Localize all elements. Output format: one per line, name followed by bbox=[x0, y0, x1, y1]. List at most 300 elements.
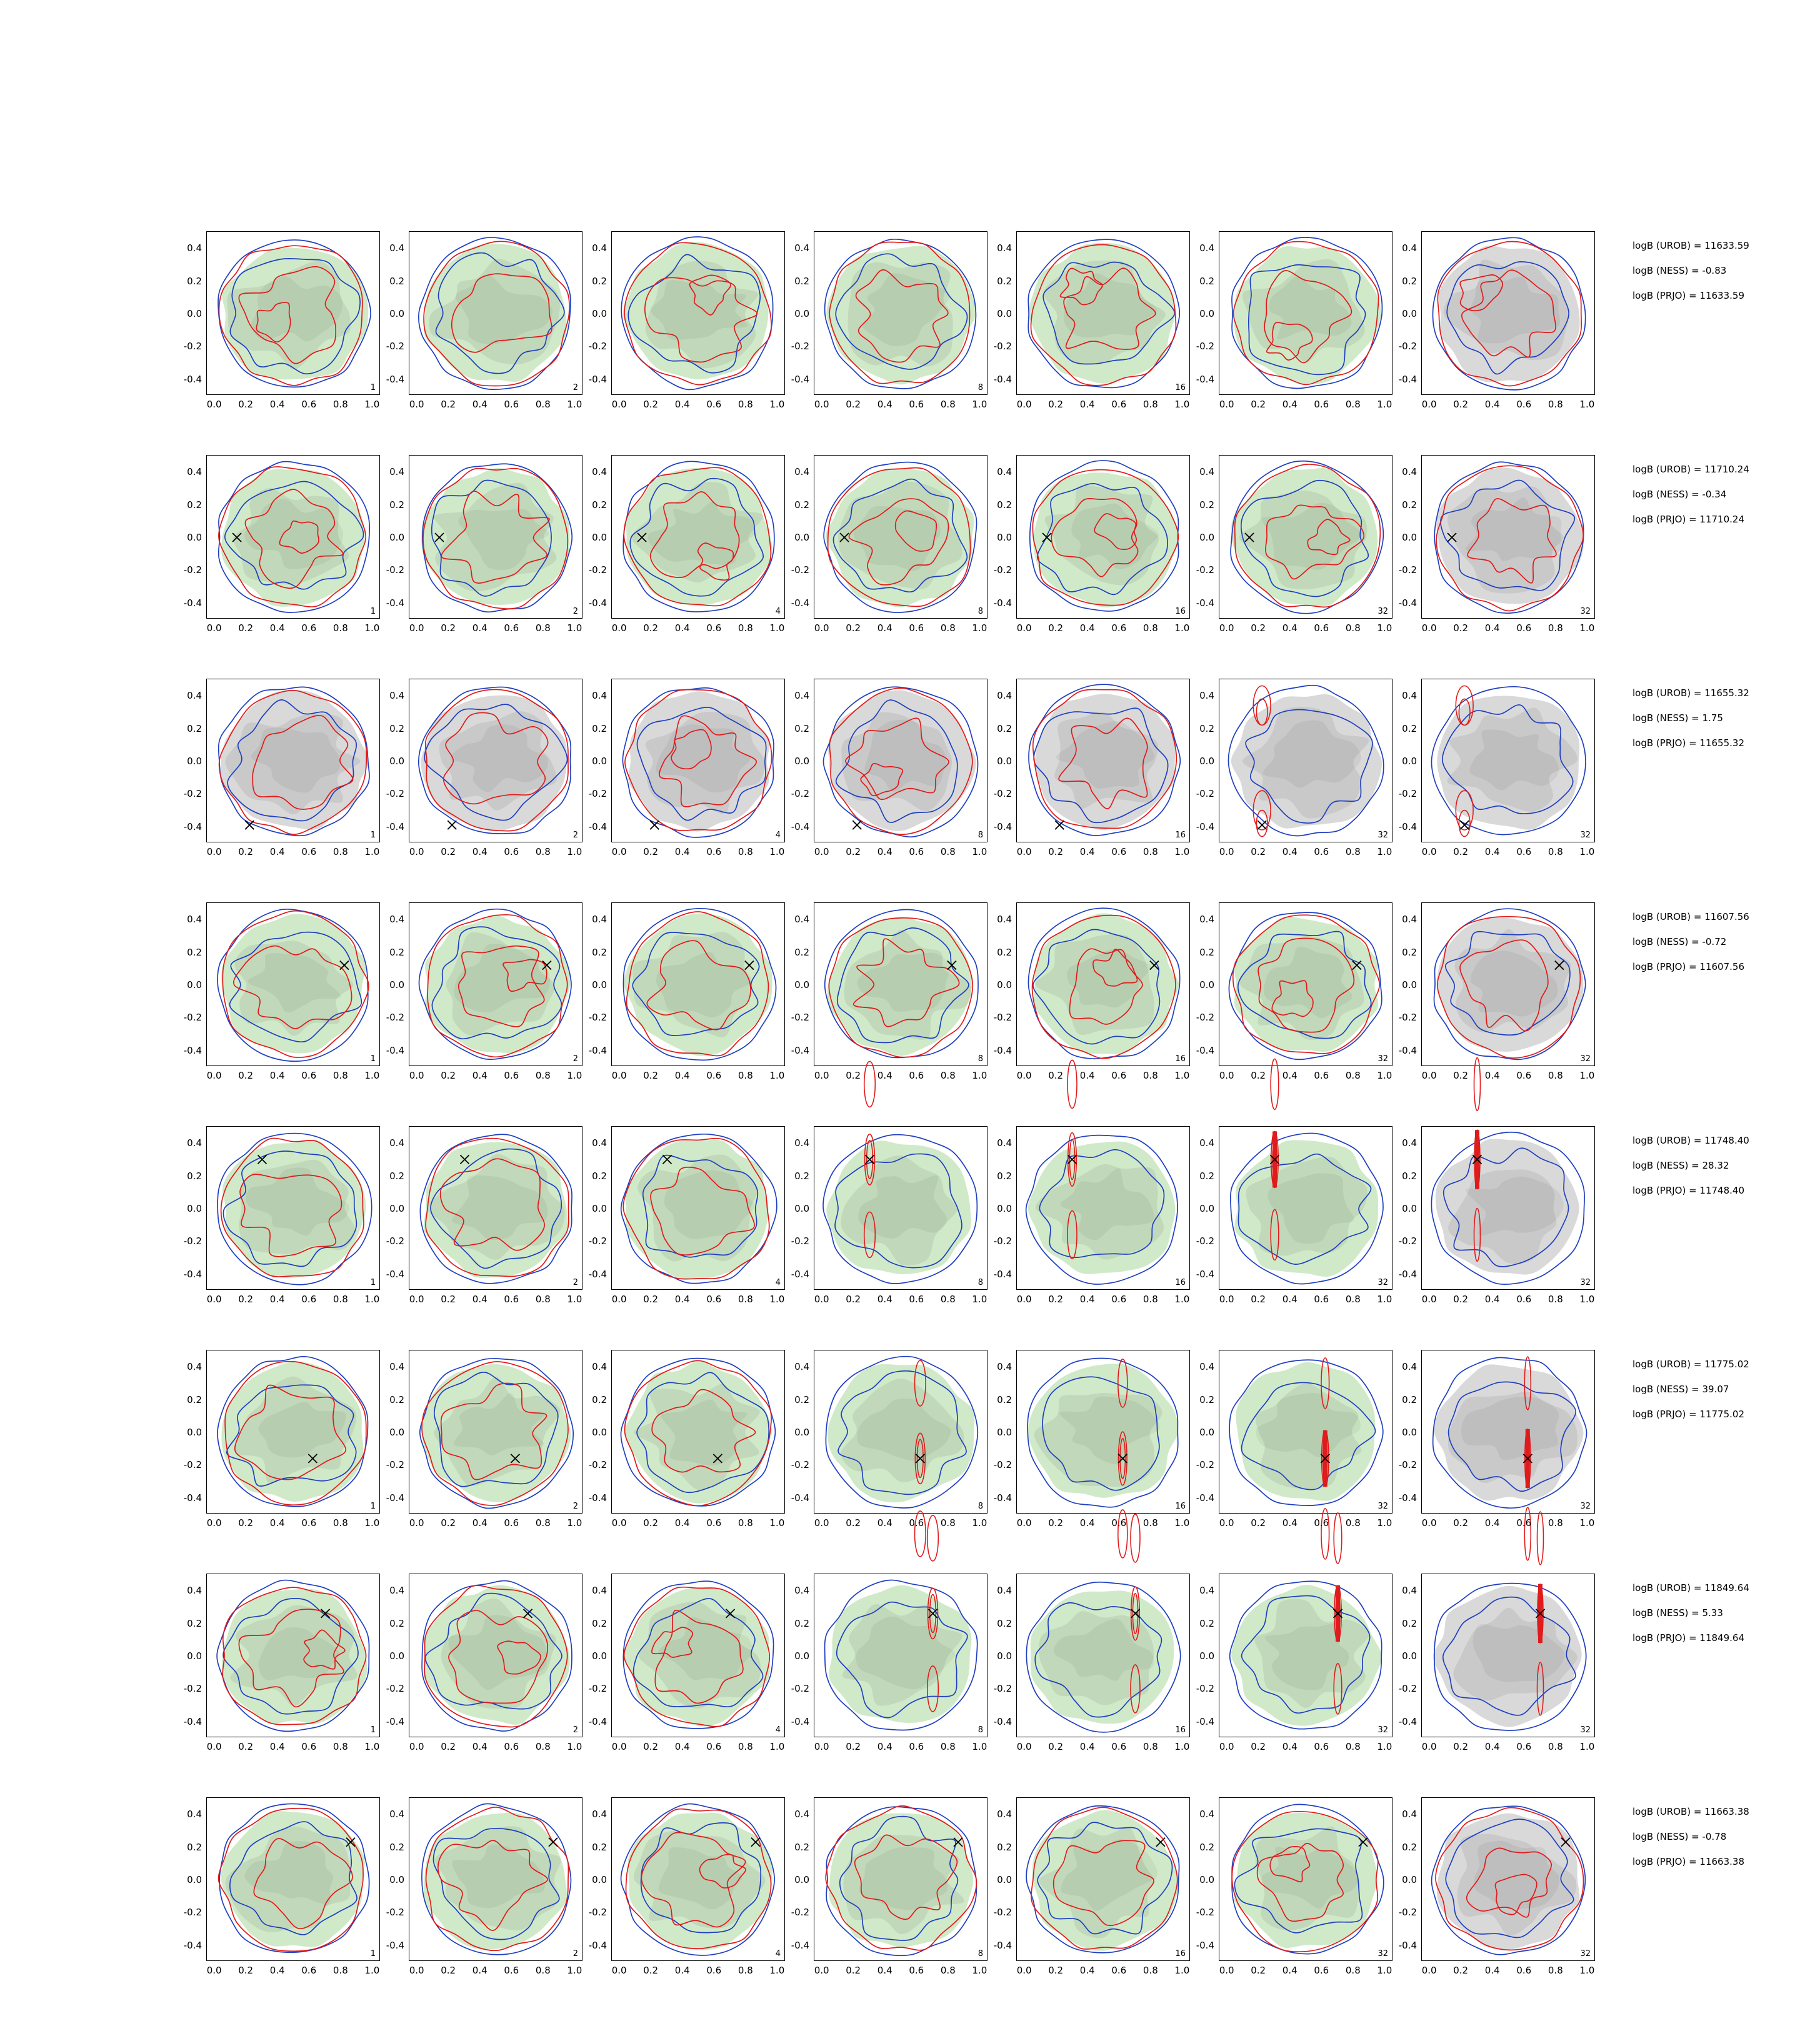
y-tick-label: 0.0 bbox=[1402, 756, 1417, 767]
contour-panel[interactable] bbox=[791, 1574, 988, 1737]
y-axis-ticks bbox=[978, 1574, 1014, 1737]
x-tick-label: 0.6 bbox=[706, 1741, 722, 1752]
y-tick-label: -0.2 bbox=[1196, 1907, 1214, 1919]
x-tick-label: 0.4 bbox=[1079, 846, 1095, 857]
contour-panel[interactable] bbox=[993, 231, 1190, 395]
x-tick-label: 0.0 bbox=[814, 399, 829, 410]
x-tick-label: 0.8 bbox=[940, 1965, 956, 1976]
x-tick-label: 0.8 bbox=[1345, 399, 1361, 410]
x-tick-label: 1.0 bbox=[1377, 399, 1392, 410]
y-tick-label: -0.2 bbox=[993, 1012, 1012, 1024]
y-axis-ticks bbox=[371, 1350, 407, 1513]
y-axis-ticks bbox=[168, 232, 204, 394]
y-tick-label: 0.4 bbox=[1199, 1585, 1214, 1597]
contour-panel[interactable] bbox=[588, 455, 785, 619]
y-tick-label: 0.2 bbox=[389, 499, 404, 511]
y-tick-label: 0.4 bbox=[1402, 466, 1417, 478]
x-tick-label: 0.8 bbox=[332, 1070, 348, 1081]
y-tick-label: 0.0 bbox=[1199, 756, 1214, 767]
y-tick-label: 0.2 bbox=[1199, 1841, 1214, 1853]
y-tick-label: 0.0 bbox=[997, 1203, 1012, 1214]
y-tick-label: -0.4 bbox=[588, 1044, 607, 1056]
metric-annotation: logB (UROB) = 11849.64 bbox=[1632, 1582, 1749, 1594]
contour-panel[interactable] bbox=[386, 1350, 582, 1514]
contour-panel[interactable] bbox=[183, 231, 380, 395]
contour-panel[interactable] bbox=[791, 902, 988, 1066]
x-axis-ticks bbox=[1016, 846, 1219, 862]
y-tick-label: 0.4 bbox=[592, 914, 607, 926]
x-tick-label: 0.4 bbox=[674, 1741, 690, 1752]
x-tick-label: 0.4 bbox=[1282, 1517, 1298, 1529]
x-tick-label: 0.4 bbox=[269, 1070, 285, 1081]
x-tick-label: 0.4 bbox=[269, 1294, 285, 1305]
contour-panel[interactable] bbox=[993, 1126, 1190, 1290]
y-tick-label: -0.2 bbox=[588, 1907, 607, 1919]
x-tick-label: 0.8 bbox=[738, 1741, 753, 1752]
contour-panel[interactable] bbox=[993, 1574, 1190, 1737]
contour-panel[interactable] bbox=[588, 1126, 785, 1290]
y-tick-label: 0.4 bbox=[187, 914, 202, 926]
x-tick-label: 0.4 bbox=[674, 1070, 690, 1081]
y-axis-ticks bbox=[776, 232, 812, 394]
panel-iteration-label: 32 bbox=[1378, 1278, 1388, 1287]
x-tick-label: 0.4 bbox=[1484, 622, 1500, 634]
y-tick-label: -0.2 bbox=[1196, 341, 1214, 352]
contour-cell bbox=[1398, 455, 1624, 640]
y-axis-ticks bbox=[573, 456, 609, 618]
x-tick-label: 0.4 bbox=[472, 399, 488, 410]
y-tick-label: -0.2 bbox=[1398, 564, 1417, 576]
contour-panel[interactable] bbox=[183, 1126, 380, 1290]
y-tick-label: 0.2 bbox=[794, 275, 809, 287]
y-tick-label: -0.4 bbox=[791, 597, 809, 609]
x-tick-label: 0.4 bbox=[674, 846, 690, 857]
contour-panel[interactable] bbox=[1196, 902, 1392, 1066]
contour-panel[interactable] bbox=[1398, 679, 1595, 842]
y-axis-ticks bbox=[1383, 1350, 1419, 1513]
contour-panel[interactable] bbox=[1398, 1350, 1595, 1514]
y-tick-label: 0.0 bbox=[997, 1874, 1012, 1885]
x-tick-label: 0.6 bbox=[909, 1517, 924, 1529]
x-tick-label: 0.6 bbox=[1111, 399, 1127, 410]
x-tick-label: 0.6 bbox=[706, 1517, 722, 1529]
x-tick-label: 0.0 bbox=[1421, 1294, 1437, 1305]
y-tick-label: 0.2 bbox=[187, 946, 202, 958]
x-tick-label: 1.0 bbox=[972, 1517, 988, 1529]
x-tick-label: 1.0 bbox=[769, 1965, 785, 1976]
x-tick-label: 0.2 bbox=[1251, 1294, 1266, 1305]
panel-iteration-label: 32 bbox=[1378, 831, 1388, 840]
contour-panel[interactable] bbox=[386, 1126, 582, 1290]
x-tick-label: 0.4 bbox=[1079, 1517, 1095, 1529]
x-tick-label: 1.0 bbox=[1579, 1741, 1595, 1752]
y-tick-label: -0.2 bbox=[1196, 564, 1214, 576]
x-tick-label: 1.0 bbox=[769, 622, 785, 634]
y-tick-label: 0.0 bbox=[389, 756, 404, 767]
y-tick-label: 0.4 bbox=[187, 466, 202, 478]
x-tick-label: 0.4 bbox=[877, 622, 892, 634]
y-tick-label: 0.0 bbox=[794, 1203, 809, 1214]
contour-panel[interactable] bbox=[993, 1797, 1190, 1961]
y-tick-label: 0.2 bbox=[187, 275, 202, 287]
panel-iteration-label: 2 bbox=[572, 1949, 578, 1959]
contour-panel[interactable] bbox=[791, 455, 988, 619]
x-tick-label: 0.6 bbox=[1516, 399, 1532, 410]
y-tick-label: 0.2 bbox=[187, 1170, 202, 1182]
y-tick-label: 0.4 bbox=[592, 1137, 607, 1149]
panel-iteration-label: 1 bbox=[370, 1054, 376, 1064]
x-tick-label: 0.0 bbox=[1016, 1965, 1032, 1976]
y-tick-label: -0.4 bbox=[1398, 1492, 1417, 1504]
contour-panel[interactable] bbox=[993, 902, 1190, 1066]
y-tick-label: 0.2 bbox=[1402, 499, 1417, 511]
x-tick-label: 0.2 bbox=[1048, 846, 1064, 857]
y-tick-label: -0.4 bbox=[1398, 1715, 1417, 1727]
x-tick-label: 0.2 bbox=[1251, 1741, 1266, 1752]
y-axis-ticks bbox=[371, 679, 407, 842]
y-tick-label: 0.4 bbox=[592, 1585, 607, 1597]
y-tick-label: -0.2 bbox=[183, 1235, 202, 1247]
x-tick-label: 0.2 bbox=[441, 399, 456, 410]
y-tick-label: -0.4 bbox=[386, 821, 404, 832]
y-tick-label: 0.2 bbox=[592, 946, 607, 958]
contour-cell bbox=[1398, 679, 1624, 864]
y-tick-label: 0.2 bbox=[1199, 499, 1214, 511]
y-tick-label: -0.2 bbox=[993, 788, 1012, 800]
x-tick-label: 0.6 bbox=[1314, 1965, 1329, 1976]
y-tick-label: -0.2 bbox=[588, 1235, 607, 1247]
x-tick-label: 0.6 bbox=[301, 1517, 317, 1529]
y-axis-ticks bbox=[168, 456, 204, 618]
y-tick-label: 0.0 bbox=[1402, 308, 1417, 319]
metric-annotation: logB (NESS) = -0.34 bbox=[1632, 489, 1727, 500]
x-tick-label: 1.0 bbox=[1579, 399, 1595, 410]
x-axis-ticks bbox=[1016, 622, 1219, 639]
y-tick-label: 0.4 bbox=[1402, 690, 1417, 702]
x-axis-ticks bbox=[1016, 1294, 1219, 1310]
y-tick-label: -0.2 bbox=[183, 1683, 202, 1695]
y-tick-label: -0.2 bbox=[1398, 1012, 1417, 1024]
x-tick-label: 0.8 bbox=[535, 399, 551, 410]
x-tick-label: 0.2 bbox=[643, 622, 659, 634]
metric-annotation: logB (UROB) = 11655.32 bbox=[1632, 687, 1749, 699]
y-tick-label: 0.2 bbox=[1402, 946, 1417, 958]
x-tick-label: 0.4 bbox=[1079, 622, 1095, 634]
contour-panel[interactable] bbox=[183, 1797, 380, 1961]
contour-panel[interactable] bbox=[588, 902, 785, 1066]
y-axis-ticks bbox=[1181, 1798, 1217, 1960]
y-axis-ticks bbox=[573, 903, 609, 1065]
y-axis-ticks bbox=[978, 1127, 1014, 1289]
x-tick-label: 0.2 bbox=[643, 1965, 659, 1976]
x-tick-label: 0.4 bbox=[877, 1741, 892, 1752]
contour-panel[interactable] bbox=[1196, 1126, 1392, 1290]
x-tick-label: 1.0 bbox=[1174, 399, 1190, 410]
contour-panel[interactable] bbox=[386, 902, 582, 1066]
contour-row bbox=[183, 679, 1820, 864]
metric-annotation: logB (PRJO) = 11607.56 bbox=[1632, 961, 1745, 972]
y-tick-label: 0.4 bbox=[1199, 690, 1214, 702]
contour-panel[interactable] bbox=[1398, 231, 1595, 395]
y-tick-label: 0.4 bbox=[1402, 1361, 1417, 1373]
y-tick-label: -0.4 bbox=[791, 1044, 809, 1056]
x-tick-label: 1.0 bbox=[972, 1070, 988, 1081]
panel-iteration-label: 1 bbox=[370, 1278, 376, 1287]
y-tick-label: -0.4 bbox=[183, 1715, 202, 1727]
panel-iteration-label: 16 bbox=[1175, 383, 1186, 392]
x-tick-label: 0.4 bbox=[269, 846, 285, 857]
x-tick-label: 0.4 bbox=[1282, 1965, 1298, 1976]
x-tick-label: 0.0 bbox=[611, 399, 627, 410]
contour-panel[interactable] bbox=[183, 455, 380, 619]
x-tick-label: 1.0 bbox=[567, 399, 582, 410]
x-tick-label: 0.0 bbox=[409, 846, 424, 857]
x-axis-ticks bbox=[611, 399, 814, 415]
x-tick-label: 1.0 bbox=[1579, 1517, 1595, 1529]
y-tick-label: 0.4 bbox=[389, 914, 404, 926]
x-tick-label: 0.8 bbox=[738, 846, 753, 857]
contour-panel[interactable] bbox=[386, 231, 582, 395]
panel-iteration-label: 16 bbox=[1175, 831, 1186, 840]
y-tick-label: -0.4 bbox=[993, 821, 1012, 832]
y-tick-label: 0.4 bbox=[1199, 242, 1214, 254]
contour-panel[interactable] bbox=[1196, 1350, 1392, 1514]
y-tick-label: 0.2 bbox=[389, 946, 404, 958]
y-axis-ticks bbox=[1181, 1574, 1217, 1737]
y-axis-ticks bbox=[573, 679, 609, 842]
x-tick-label: 0.4 bbox=[877, 1517, 892, 1529]
contour-panel[interactable] bbox=[993, 679, 1190, 842]
y-tick-label: 0.0 bbox=[592, 1874, 607, 1885]
y-tick-label: 0.4 bbox=[592, 242, 607, 254]
y-tick-label: 0.4 bbox=[1199, 914, 1214, 926]
x-tick-label: 0.8 bbox=[535, 846, 551, 857]
x-tick-label: 0.0 bbox=[1421, 622, 1437, 634]
contour-panel[interactable] bbox=[791, 1350, 988, 1514]
x-tick-label: 0.0 bbox=[1421, 846, 1437, 857]
x-tick-label: 0.0 bbox=[611, 1965, 627, 1976]
contour-panel[interactable] bbox=[183, 1574, 380, 1737]
y-tick-label: -0.2 bbox=[1398, 1235, 1417, 1247]
contour-panel[interactable] bbox=[791, 1797, 988, 1961]
x-tick-label: 0.0 bbox=[1016, 846, 1032, 857]
metric-annotation: logB (NESS) = 28.32 bbox=[1632, 1160, 1729, 1171]
contour-panel[interactable] bbox=[993, 455, 1190, 619]
contour-panel[interactable] bbox=[1196, 231, 1392, 395]
y-tick-label: 0.2 bbox=[1402, 275, 1417, 287]
panel-iteration-label: 8 bbox=[978, 1054, 983, 1064]
contour-panel[interactable] bbox=[386, 455, 582, 619]
y-tick-label: -0.4 bbox=[993, 1492, 1012, 1504]
y-tick-label: 0.2 bbox=[794, 722, 809, 734]
y-tick-label: 0.2 bbox=[1199, 722, 1214, 734]
metric-annotation: logB (UROB) = 11775.02 bbox=[1632, 1359, 1749, 1370]
y-tick-label: 0.2 bbox=[997, 1170, 1012, 1182]
x-tick-label: 0.0 bbox=[814, 1741, 829, 1752]
contour-panel[interactable] bbox=[386, 679, 582, 842]
y-tick-label: 0.4 bbox=[1402, 914, 1417, 926]
x-tick-label: 0.0 bbox=[409, 1965, 424, 1976]
x-tick-label: 0.8 bbox=[738, 1965, 753, 1976]
y-tick-label: 0.4 bbox=[1199, 1361, 1214, 1373]
x-tick-label: 1.0 bbox=[567, 1070, 582, 1081]
x-tick-label: 0.6 bbox=[504, 622, 519, 634]
metric-annotation: logB (PRJO) = 11849.64 bbox=[1632, 1632, 1745, 1644]
x-tick-label: 1.0 bbox=[364, 846, 380, 857]
y-tick-label: -0.2 bbox=[183, 1012, 202, 1024]
panel-iteration-label: 32 bbox=[1580, 831, 1591, 840]
contour-panel[interactable] bbox=[791, 1126, 988, 1290]
y-tick-label: -0.4 bbox=[1398, 1939, 1417, 1951]
x-tick-label: 0.4 bbox=[269, 1517, 285, 1529]
x-tick-label: 0.8 bbox=[940, 1741, 956, 1752]
y-tick-label: 0.0 bbox=[1199, 1203, 1214, 1214]
contour-panel[interactable] bbox=[1398, 1797, 1595, 1961]
x-axis-ticks bbox=[1219, 399, 1421, 415]
x-tick-label: 0.8 bbox=[1345, 1070, 1361, 1081]
contour-panel[interactable] bbox=[1398, 1126, 1595, 1290]
y-tick-label: -0.2 bbox=[183, 788, 202, 800]
contour-panel[interactable] bbox=[386, 1797, 582, 1961]
y-tick-label: -0.2 bbox=[1196, 1683, 1214, 1695]
contour-panel[interactable] bbox=[183, 679, 380, 842]
contour-panel[interactable] bbox=[183, 1350, 380, 1514]
x-tick-label: 0.8 bbox=[940, 622, 956, 634]
y-axis-ticks bbox=[168, 1350, 204, 1513]
x-tick-label: 0.4 bbox=[674, 1517, 690, 1529]
y-axis-ticks bbox=[168, 1127, 204, 1289]
y-tick-label: 0.0 bbox=[1199, 1427, 1214, 1438]
contour-panel[interactable] bbox=[993, 1350, 1190, 1514]
contour-panel[interactable] bbox=[588, 1574, 785, 1737]
x-tick-label: 0.8 bbox=[1142, 622, 1158, 634]
y-axis-ticks bbox=[1181, 1350, 1217, 1513]
x-tick-label: 0.4 bbox=[674, 622, 690, 634]
y-tick-label: -0.4 bbox=[386, 373, 404, 385]
y-tick-label: -0.2 bbox=[588, 788, 607, 800]
x-tick-label: 0.8 bbox=[535, 1070, 551, 1081]
x-tick-label: 0.2 bbox=[1453, 1070, 1469, 1081]
contour-panel[interactable] bbox=[183, 902, 380, 1066]
x-tick-label: 1.0 bbox=[1174, 1965, 1190, 1976]
y-tick-label: 0.2 bbox=[997, 1617, 1012, 1629]
contour-panel[interactable] bbox=[1398, 1574, 1595, 1737]
x-tick-label: 1.0 bbox=[1579, 622, 1595, 634]
contour-panel[interactable] bbox=[791, 679, 988, 842]
y-axis-ticks bbox=[371, 1574, 407, 1737]
y-tick-label: -0.4 bbox=[993, 1715, 1012, 1727]
y-tick-label: -0.4 bbox=[386, 1492, 404, 1504]
x-tick-label: 0.8 bbox=[332, 1965, 348, 1976]
y-tick-label: 0.2 bbox=[997, 946, 1012, 958]
x-tick-label: 0.8 bbox=[1548, 1965, 1563, 1976]
x-tick-label: 0.2 bbox=[1251, 1965, 1266, 1976]
x-tick-label: 0.8 bbox=[1142, 1294, 1158, 1305]
x-tick-label: 0.6 bbox=[1111, 1741, 1127, 1752]
x-tick-label: 1.0 bbox=[567, 1294, 582, 1305]
x-tick-label: 1.0 bbox=[769, 399, 785, 410]
contour-panel[interactable] bbox=[588, 231, 785, 395]
x-axis-ticks bbox=[409, 846, 611, 862]
x-tick-label: 0.6 bbox=[1516, 1517, 1532, 1529]
metric-annotation: logB (NESS) = -0.72 bbox=[1632, 936, 1727, 947]
y-tick-label: 0.2 bbox=[794, 499, 809, 511]
x-axis-ticks bbox=[814, 1070, 1016, 1086]
y-tick-label: -0.2 bbox=[1196, 1235, 1214, 1247]
x-tick-label: 0.8 bbox=[1142, 1965, 1158, 1976]
y-axis-ticks bbox=[1181, 679, 1217, 842]
contour-panel[interactable] bbox=[1398, 902, 1595, 1066]
y-axis-ticks bbox=[1181, 1127, 1217, 1289]
x-tick-label: 0.2 bbox=[846, 1294, 861, 1305]
panel-iteration-label: 16 bbox=[1175, 1502, 1186, 1511]
contour-panel[interactable] bbox=[1398, 455, 1595, 619]
contour-panel[interactable] bbox=[588, 1350, 785, 1514]
contour-panel[interactable] bbox=[1196, 455, 1392, 619]
metric-annotation: logB (NESS) = 39.07 bbox=[1632, 1384, 1729, 1395]
x-tick-label: 0.4 bbox=[269, 1965, 285, 1976]
y-tick-label: -0.4 bbox=[1398, 1268, 1417, 1280]
x-tick-label: 0.0 bbox=[1421, 1070, 1437, 1081]
contour-panel[interactable] bbox=[791, 231, 988, 395]
contour-panel[interactable] bbox=[1196, 1574, 1392, 1737]
x-tick-label: 0.4 bbox=[1484, 1070, 1500, 1081]
contour-panel[interactable] bbox=[1196, 679, 1392, 842]
y-tick-label: 0.0 bbox=[187, 532, 202, 543]
x-tick-label: 0.0 bbox=[1219, 1965, 1234, 1976]
x-tick-label: 0.6 bbox=[504, 1741, 519, 1752]
x-tick-label: 0.8 bbox=[1345, 1741, 1361, 1752]
y-axis-ticks bbox=[371, 1798, 407, 1960]
x-tick-label: 0.2 bbox=[846, 399, 861, 410]
x-tick-label: 0.2 bbox=[238, 1070, 254, 1081]
contour-panel[interactable] bbox=[1196, 1797, 1392, 1961]
contour-panel[interactable] bbox=[386, 1574, 582, 1737]
x-tick-label: 0.2 bbox=[1453, 1294, 1469, 1305]
y-tick-label: 0.4 bbox=[389, 1585, 404, 1597]
metric-annotation: logB (UROB) = 11607.56 bbox=[1632, 911, 1749, 922]
panel-iteration-label: 32 bbox=[1580, 607, 1591, 616]
contour-panel[interactable] bbox=[588, 1797, 785, 1961]
y-tick-label: -0.2 bbox=[791, 1012, 809, 1024]
x-tick-label: 0.8 bbox=[332, 1517, 348, 1529]
x-tick-label: 0.2 bbox=[846, 1741, 861, 1752]
y-tick-label: 0.2 bbox=[997, 1841, 1012, 1853]
x-tick-label: 0.0 bbox=[611, 846, 627, 857]
x-tick-label: 0.6 bbox=[504, 1070, 519, 1081]
x-tick-label: 1.0 bbox=[567, 1517, 582, 1529]
x-tick-label: 0.0 bbox=[206, 1517, 222, 1529]
y-tick-label: 0.0 bbox=[1199, 1650, 1214, 1662]
x-tick-label: 1.0 bbox=[972, 622, 988, 634]
y-tick-label: 0.0 bbox=[187, 1203, 202, 1214]
metric-annotation: logB (UROB) = 11748.40 bbox=[1632, 1135, 1749, 1146]
x-tick-label: 0.8 bbox=[1548, 1294, 1563, 1305]
y-tick-label: -0.2 bbox=[183, 1907, 202, 1919]
panel-iteration-label: 1 bbox=[370, 607, 376, 616]
y-tick-label: 0.0 bbox=[794, 308, 809, 319]
y-axis-ticks bbox=[1383, 903, 1419, 1065]
x-tick-label: 1.0 bbox=[972, 399, 988, 410]
panel-iteration-label: 4 bbox=[775, 607, 781, 616]
x-tick-label: 0.6 bbox=[1111, 846, 1127, 857]
y-tick-label: 0.0 bbox=[592, 1650, 607, 1662]
y-axis-ticks bbox=[573, 1798, 609, 1960]
y-tick-label: -0.4 bbox=[183, 1492, 202, 1504]
x-tick-label: 0.2 bbox=[643, 846, 659, 857]
contour-panel[interactable] bbox=[588, 679, 785, 842]
panel-iteration-label: 8 bbox=[978, 1949, 983, 1959]
